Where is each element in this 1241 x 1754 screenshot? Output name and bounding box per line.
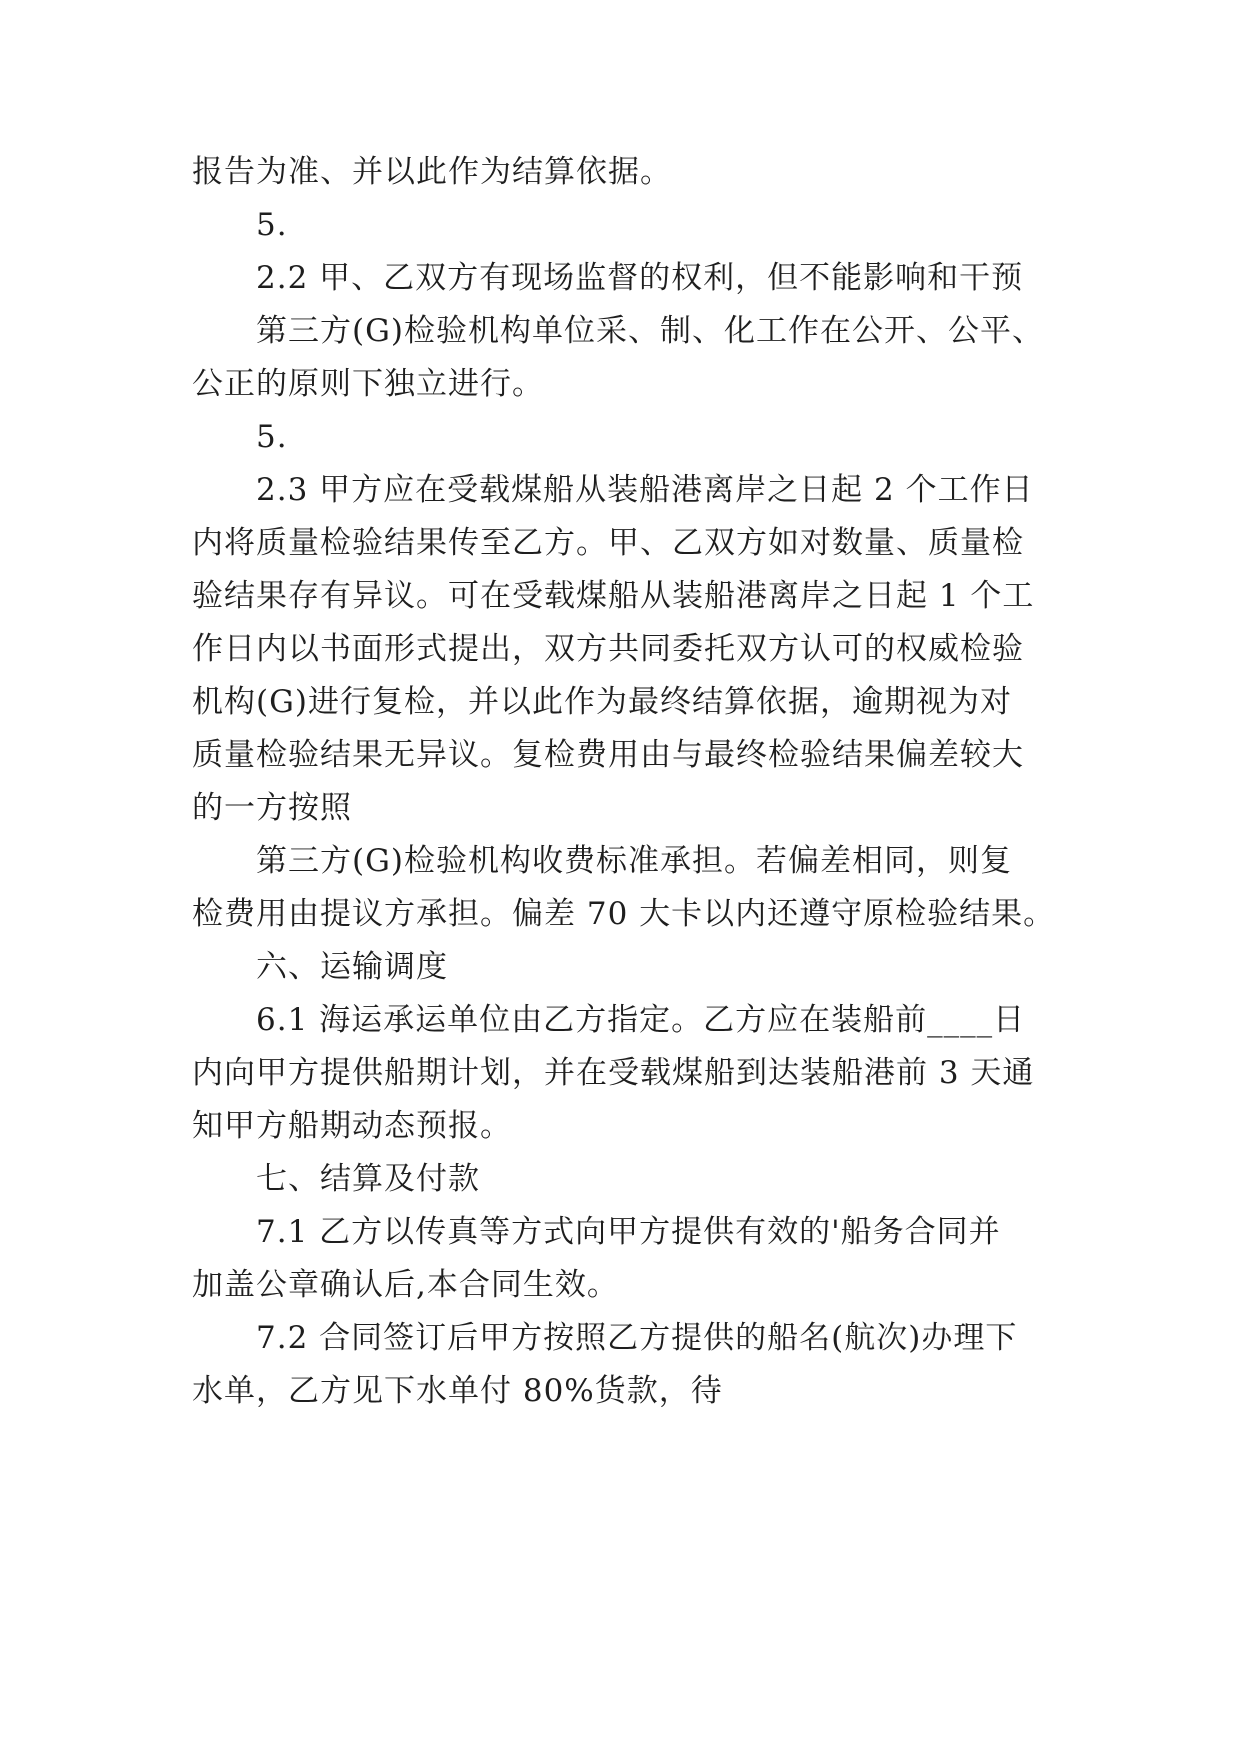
text-line: 质量检验结果无异议。复检费用由与最终检验结果偏差较大: [192, 737, 1024, 773]
text-line: 验结果存有异议。可在受载煤船从装船港离岸之日起 1 个工: [192, 578, 1035, 614]
text-line: 机构(G)进行复检，并以此作为最终结算依据，逾期视为对: [192, 684, 1012, 720]
text-line: 加盖公章确认后,本合同生效。: [192, 1267, 619, 1303]
text-line: 报告为准、并以此作为结算依据。: [192, 154, 672, 190]
text-line: 内将质量检验结果传至乙方。甲、乙双方如对数量、质量检: [192, 525, 1024, 561]
section-heading-transport: 六、运输调度: [256, 949, 448, 985]
text-line: 第三方(G)检验机构收费标准承担。若偏差相同，则复: [256, 843, 1012, 879]
text-line: 知甲方船期动态预报。: [192, 1108, 512, 1144]
section-number: 5.: [256, 207, 288, 243]
clause-2-3: 2.3 甲方应在受载煤船从装船港离岸之日起 2 个工作日: [256, 472, 1034, 508]
section-number: 5.: [256, 419, 288, 455]
text-line: 检费用由提议方承担。偏差 70 大卡以内还遵守原检验结果。: [192, 896, 1056, 932]
clause-2-2: 2.2 甲、乙双方有现场监督的权利，但不能影响和干预: [256, 260, 1024, 296]
text-line: 内向甲方提供船期计划，并在受载煤船到达装船港前 3 天通: [192, 1055, 1035, 1091]
clause-6-1: 6.1 海运承运单位由乙方指定。乙方应在装船前____日: [256, 1002, 1026, 1038]
clause-7-2: 7.2 合同签订后甲方按照乙方提供的船名(航次)办理下: [256, 1320, 1018, 1356]
section-heading-settlement: 七、结算及付款: [256, 1161, 480, 1197]
text-line: 公正的原则下独立进行。: [192, 366, 544, 402]
text-line: 的一方按照: [192, 790, 352, 826]
clause-7-1: 7.1 乙方以传真等方式向甲方提供有效的'船务合同并: [256, 1214, 1001, 1250]
text-line: 第三方(G)检验机构单位采、制、化工作在公开、公平、: [256, 313, 1044, 349]
text-line: 作日内以书面形式提出，双方共同委托双方认可的权威检验: [192, 631, 1024, 667]
text-line: 水单，乙方见下水单付 80%货款，待: [192, 1373, 723, 1409]
